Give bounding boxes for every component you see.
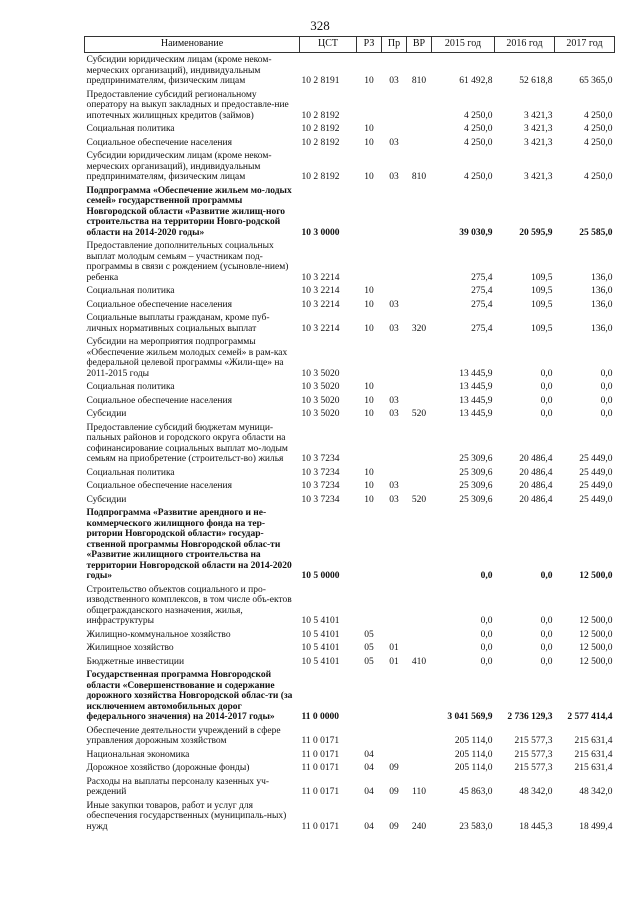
row-rz	[357, 724, 382, 748]
row-rz: 10	[364, 395, 374, 406]
table-row	[85, 724, 615, 748]
row-cst: 10 2 8192	[301, 172, 340, 182]
row-pr: 03	[389, 76, 399, 86]
row-cst: 10 5 4101	[301, 643, 340, 653]
row-value-2016: 0,0	[540, 395, 553, 406]
row-value-2016: 3 421,3	[524, 137, 553, 148]
row-vr	[407, 421, 432, 466]
row-value-2017: 136,0	[591, 286, 613, 296]
row-name: Подпрограмма «Обеспечение жильем мо-лодых семей» государственной программы Новгородской области «Развитие жилищ-ного строительства на территории Новго-родской области на 2014-2020 годы»	[86, 185, 292, 238]
table-row	[85, 284, 615, 298]
table-row	[85, 479, 615, 493]
row-rz	[357, 239, 382, 284]
row-vr	[407, 335, 432, 380]
row-value-2015: 0,0	[480, 643, 493, 653]
header-2015: 2015 год	[432, 37, 495, 53]
row-value-2015: 205 114,0	[454, 763, 493, 773]
row-name: Социальная политика	[86, 286, 175, 296]
row-value-2015: 61 492,8	[459, 76, 493, 86]
row-value-2017: 25 449,0	[579, 481, 613, 491]
row-pr: 01	[389, 656, 399, 667]
row-value-2017: 25 449,0	[579, 454, 613, 464]
row-pr	[382, 335, 407, 380]
row-value-2016: 20 486,4	[519, 467, 553, 478]
row-vr: 810	[411, 172, 427, 182]
row-value-2017: 4 250,0	[584, 110, 613, 121]
row-rz: 10	[364, 494, 374, 505]
row-value-2015: 25 309,6	[459, 494, 493, 505]
row-rz	[357, 506, 382, 583]
row-value-2016: 215 577,3	[514, 763, 553, 773]
row-cst: 10 3 0000	[301, 227, 340, 238]
row-pr: 09	[389, 763, 399, 773]
row-name: Субсидии на мероприятия подпрограммы «Обеспечение жильем молодых семей» в рам-ках федеральной целевой программы «Жили-ще» на 2011-2015 годы	[86, 337, 288, 379]
row-cst: 10 3 7234	[301, 467, 340, 478]
row-rz: 10	[364, 124, 374, 134]
row-pr	[382, 239, 407, 284]
table-row	[85, 239, 615, 284]
row-pr	[382, 88, 407, 123]
row-pr	[382, 122, 407, 136]
row-vr	[407, 628, 432, 642]
row-pr: 03	[389, 172, 399, 182]
row-value-2017: 215 631,4	[574, 736, 613, 746]
row-value-2015: 25 309,6	[459, 481, 493, 491]
row-vr: 520	[411, 409, 427, 419]
row-value-2015: 0,0	[480, 616, 493, 626]
row-value-2017: 12 500,0	[579, 616, 613, 626]
row-vr: 810	[411, 76, 427, 86]
row-value-2015: 205 114,0	[454, 736, 493, 746]
row-value-2015: 45 863,0	[459, 787, 493, 797]
row-value-2017: 4 250,0	[584, 172, 613, 182]
header-cst: ЦСТ	[300, 37, 357, 53]
table-row	[85, 466, 615, 480]
row-value-2017: 12 500,0	[579, 656, 613, 667]
row-vr	[407, 122, 432, 136]
row-rz	[357, 421, 382, 466]
table-row	[85, 407, 615, 421]
row-value-2016: 3 421,3	[524, 110, 553, 121]
row-value-2017: 65 365,0	[579, 76, 613, 86]
row-cst: 10 5 4101	[301, 629, 340, 640]
row-rz: 10	[364, 382, 374, 392]
row-cst: 10 3 7234	[301, 494, 340, 505]
row-rz	[357, 583, 382, 628]
row-rz: 04	[364, 749, 374, 760]
row-value-2016: 109,5	[531, 299, 553, 310]
row-cst: 10 2 8192	[301, 137, 340, 148]
row-pr	[382, 583, 407, 628]
table-header	[85, 37, 615, 53]
table-row	[85, 88, 615, 123]
row-name: Социальное обеспечение населения	[86, 395, 232, 406]
row-value-2015: 4 250,0	[464, 124, 493, 134]
row-name: Расходы на выплаты персоналу казенных уч-реждений	[86, 776, 270, 797]
row-rz	[357, 335, 382, 380]
row-value-2017: 136,0	[591, 272, 613, 283]
table-row	[85, 799, 615, 834]
row-vr	[407, 466, 432, 480]
row-pr	[382, 421, 407, 466]
row-value-2016: 48 342,0	[519, 787, 553, 797]
row-value-2016: 52 618,8	[519, 76, 553, 86]
row-pr	[382, 724, 407, 748]
row-value-2016: 3 421,3	[524, 124, 553, 134]
row-value-2016: 20 486,4	[519, 481, 553, 491]
row-value-2017: 136,0	[591, 323, 613, 334]
table-row	[85, 311, 615, 335]
row-value-2015: 0,0	[480, 571, 493, 581]
row-name: Подпрограмма «Развитие арендного и не-коммерческого жилищного фонда на тер-ритории Новгородской области» государ-ственной программы Новгородской облас-ти «Развитие жилищного строительства на территории Новгородской области на 2014-2020 годы»	[86, 508, 292, 581]
row-vr: 320	[411, 323, 427, 334]
row-value-2015: 13 445,9	[459, 368, 493, 379]
row-value-2015: 275,4	[471, 272, 493, 283]
row-name: Субсидии юридическим лицам (кроме неком-мерческих организаций), индивидуальным предпринимателям, физическим лицам	[86, 151, 272, 182]
row-name: Иные закупки товаров, работ и услуг для обеспечения государственных (муниципаль-ных) нужд	[86, 800, 287, 832]
row-value-2017: 25 585,0	[579, 227, 613, 238]
row-value-2017: 18 499,4	[579, 821, 613, 832]
row-value-2016: 215 577,3	[514, 749, 553, 760]
row-value-2016: 2 736 129,3	[507, 712, 553, 722]
page-number: 328	[310, 18, 330, 33]
row-value-2017: 2 577 414,4	[567, 712, 613, 722]
row-pr: 09	[389, 821, 399, 832]
row-rz	[357, 88, 382, 123]
row-value-2016: 3 421,3	[524, 172, 553, 182]
row-vr	[407, 479, 432, 493]
row-pr: 03	[389, 299, 399, 310]
row-cst: 10 3 2214	[301, 286, 340, 296]
row-value-2016: 0,0	[540, 382, 553, 392]
row-value-2017: 0,0	[600, 368, 613, 379]
row-rz: 10	[364, 172, 374, 182]
row-vr	[407, 394, 432, 408]
row-rz: 04	[364, 763, 374, 773]
row-vr	[407, 380, 432, 394]
header-pr: Пр	[382, 37, 407, 53]
row-rz: 10	[364, 76, 374, 86]
table-row	[85, 775, 615, 799]
row-name: Социальное обеспечение населения	[86, 481, 232, 491]
table-row	[85, 748, 615, 762]
row-value-2015: 4 250,0	[464, 172, 493, 182]
row-cst: 10 2 8192	[301, 110, 340, 121]
row-pr: 03	[389, 395, 399, 406]
row-name: Жилищно-коммунальное хозяйство	[86, 629, 231, 640]
row-name: Социальные выплаты гражданам, кроме пуб-личных нормативных социальных выплат	[86, 313, 270, 334]
table-row	[85, 641, 615, 655]
row-value-2015: 4 250,0	[464, 110, 493, 121]
row-value-2015: 275,4	[471, 299, 493, 310]
row-vr: 240	[411, 821, 427, 832]
row-cst: 11 0 0171	[301, 749, 340, 760]
row-value-2016: 0,0	[540, 616, 553, 626]
header-2016: 2016 год	[495, 37, 555, 53]
header-rz: РЗ	[357, 37, 382, 53]
row-value-2017: 25 449,0	[579, 494, 613, 505]
header-2017: 2017 год	[555, 37, 615, 53]
row-value-2016: 20 486,4	[519, 454, 553, 464]
row-value-2015: 205 114,0	[454, 749, 493, 760]
row-value-2015: 0,0	[480, 629, 493, 640]
row-cst: 10 3 2214	[301, 272, 340, 283]
row-cst: 11 0 0171	[301, 821, 340, 832]
row-cst: 10 3 7234	[301, 454, 340, 464]
table-row	[85, 506, 615, 583]
row-pr	[382, 284, 407, 298]
row-name: Предоставление субсидий бюджетам муници-пальных районов и городского округа области на софинансирование социальных выплат мо-лодым семьям на приобретение (строительст-во) жилья	[86, 422, 288, 464]
row-cst: 10 3 5020	[301, 409, 340, 419]
row-vr: 520	[411, 494, 427, 505]
row-rz: 10	[364, 467, 374, 478]
row-name: Предоставление субсидий региональному оператору на выкуп закладных и предоставле-ние ипотечных жилищных кредитов (займов)	[86, 89, 289, 121]
row-value-2016: 0,0	[540, 629, 553, 640]
row-vr	[407, 724, 432, 748]
row-vr	[407, 298, 432, 312]
row-cst: 10 2 8192	[301, 124, 340, 134]
row-vr: 110	[412, 787, 426, 797]
row-name: Субсидии	[86, 409, 127, 419]
row-value-2017: 12 500,0	[579, 629, 613, 640]
row-name: Социальное обеспечение населения	[86, 299, 232, 310]
row-value-2016: 18 445,3	[519, 821, 553, 832]
row-vr	[407, 641, 432, 655]
row-value-2016: 20 486,4	[519, 494, 553, 505]
row-rz: 10	[364, 481, 374, 491]
header-vr: ВР	[407, 37, 432, 53]
row-cst: 10 2 8191	[301, 76, 340, 86]
row-name: Бюджетные инвестиции	[86, 656, 185, 667]
row-value-2017: 215 631,4	[574, 749, 613, 760]
row-rz	[357, 184, 382, 240]
table-row	[85, 335, 615, 380]
table-row	[85, 184, 615, 240]
row-value-2015: 25 309,6	[459, 454, 493, 464]
row-name: Строительство объектов социального и про-изводственного комплексов, в том числе объ-ектов общегражданского назначения, жилья, инфраструктуры	[86, 584, 292, 626]
row-pr	[382, 506, 407, 583]
table-row	[85, 53, 615, 88]
row-value-2017: 12 500,0	[579, 571, 613, 581]
row-pr: 09	[389, 787, 399, 797]
row-value-2017: 0,0	[600, 395, 613, 406]
row-rz	[357, 668, 382, 724]
row-value-2017: 4 250,0	[584, 124, 613, 134]
table-row	[85, 668, 615, 724]
table-row	[85, 493, 615, 507]
row-value-2015: 4 250,0	[464, 137, 493, 148]
row-pr: 03	[389, 137, 399, 148]
row-cst: 10 3 5020	[301, 382, 340, 392]
row-cst: 11 0 0171	[301, 736, 340, 746]
row-vr: 410	[411, 656, 427, 667]
row-name: Социальная политика	[86, 467, 175, 478]
row-value-2015: 13 445,9	[459, 395, 493, 406]
row-name: Субсидии	[86, 494, 127, 505]
row-pr	[382, 748, 407, 762]
row-value-2015: 23 583,0	[459, 821, 493, 832]
row-value-2017: 48 342,0	[579, 787, 613, 797]
row-value-2016: 109,5	[531, 272, 553, 283]
row-value-2016: 109,5	[531, 286, 553, 296]
row-cst: 10 5 4101	[301, 616, 340, 626]
row-value-2015: 3 041 569,9	[447, 712, 493, 722]
row-vr	[407, 668, 432, 724]
row-name: Субсидии юридическим лицам (кроме неком-мерческих организаций), индивидуальным предпринимателям, физическим лицам	[86, 55, 272, 86]
table-row	[85, 655, 615, 669]
row-value-2016: 109,5	[531, 323, 553, 334]
row-value-2016: 0,0	[540, 368, 553, 379]
row-vr	[407, 506, 432, 583]
row-rz: 10	[364, 409, 374, 419]
row-value-2016: 0,0	[540, 656, 553, 667]
table-row	[85, 761, 615, 775]
row-cst: 11 0 0171	[301, 787, 340, 797]
row-pr	[382, 628, 407, 642]
row-rz: 10	[364, 299, 374, 310]
row-name: Социальное обеспечение населения	[86, 137, 232, 148]
row-cst: 10 3 5020	[301, 395, 340, 406]
header-name: Наименование	[85, 37, 300, 53]
row-rz: 10	[364, 286, 374, 296]
table-row	[85, 122, 615, 136]
row-cst: 10 3 5020	[301, 368, 340, 379]
row-name: Социальная политика	[86, 124, 175, 134]
budget-table	[84, 36, 615, 833]
row-value-2016: 0,0	[540, 643, 553, 653]
table-row	[85, 136, 615, 150]
row-name: Обеспечение деятельности учреждений в сфере управления дорожным хозяйством	[86, 725, 281, 746]
row-value-2017: 25 449,0	[579, 467, 613, 478]
row-name: Предоставление дополнительных социальных выплат молодым семьям – участникам под-программы в связи с рождением (усыновле-нием) ребенка	[86, 241, 289, 283]
row-cst: 10 5 4101	[301, 656, 340, 667]
row-cst: 10 3 7234	[301, 481, 340, 491]
row-vr	[407, 761, 432, 775]
row-value-2016: 0,0	[540, 571, 553, 581]
row-rz: 05	[364, 656, 374, 667]
row-value-2015: 13 445,9	[459, 409, 493, 419]
row-name: Национальная экономика	[86, 749, 190, 760]
table-row	[85, 380, 615, 394]
row-pr: 01	[389, 643, 399, 653]
row-value-2015: 13 445,9	[459, 382, 493, 392]
row-value-2017: 136,0	[591, 299, 613, 310]
row-value-2015: 275,4	[471, 323, 493, 334]
table-row	[85, 421, 615, 466]
row-rz: 05	[364, 629, 374, 640]
row-vr	[407, 239, 432, 284]
row-rz: 04	[364, 821, 374, 832]
row-cst: 10 3 2214	[301, 323, 340, 334]
row-value-2016: 215 577,3	[514, 736, 553, 746]
row-pr: 03	[389, 323, 399, 334]
row-cst: 11 0 0171	[301, 763, 340, 773]
table-row	[85, 298, 615, 312]
row-value-2015: 25 309,6	[459, 467, 493, 478]
row-pr: 03	[389, 494, 399, 505]
row-value-2016: 20 595,9	[519, 227, 553, 238]
row-value-2017: 0,0	[600, 382, 613, 392]
row-value-2017: 12 500,0	[579, 643, 613, 653]
row-pr	[382, 466, 407, 480]
row-vr	[407, 583, 432, 628]
row-value-2017: 0,0	[600, 409, 613, 419]
row-value-2016: 0,0	[540, 409, 553, 419]
row-name: Социальная политика	[86, 382, 175, 392]
row-vr	[407, 284, 432, 298]
row-value-2015: 39 030,9	[459, 227, 493, 238]
row-rz: 05	[364, 643, 374, 653]
row-value-2017: 215 631,4	[574, 763, 613, 773]
row-value-2015: 275,4	[471, 286, 493, 296]
row-value-2015: 0,0	[480, 656, 493, 667]
row-cst: 10 3 2214	[301, 299, 340, 310]
row-name: Жилищное хозяйство	[86, 643, 174, 653]
table-row	[85, 583, 615, 628]
row-pr: 03	[389, 481, 399, 491]
table-row	[85, 628, 615, 642]
table-row	[85, 149, 615, 184]
row-rz: 04	[364, 787, 374, 797]
row-pr: 03	[389, 409, 399, 419]
row-cst: 11 0 0000	[301, 712, 339, 722]
row-name: Государственная программа Новгородской области «Совершенствование и содержание дорожного хозяйства Новгородской облас-ти (за исключением автомобильных дорог федерального значения) на 2014-2017 годы»	[86, 670, 293, 722]
row-pr	[382, 668, 407, 724]
row-pr	[382, 380, 407, 394]
row-rz: 10	[364, 137, 374, 148]
row-cst: 10 5 0000	[301, 571, 340, 581]
row-value-2017: 4 250,0	[584, 137, 613, 148]
table-row	[85, 394, 615, 408]
table-body	[85, 53, 615, 834]
row-rz: 10	[364, 323, 374, 334]
row-name: Дорожное хозяйство (дорожные фонды)	[86, 763, 250, 773]
row-vr	[407, 748, 432, 762]
row-vr	[407, 184, 432, 240]
row-vr	[407, 88, 432, 123]
row-vr	[407, 136, 432, 150]
row-pr	[382, 184, 407, 240]
